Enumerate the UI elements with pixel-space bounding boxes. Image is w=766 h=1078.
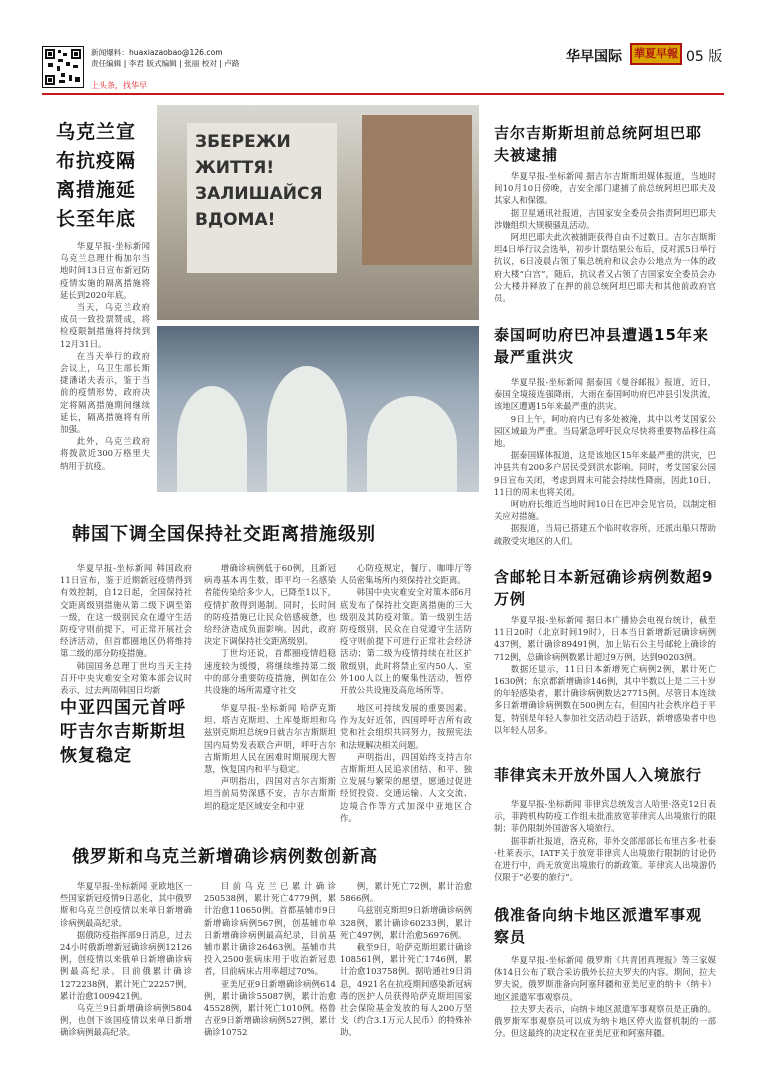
photo-building: [362, 115, 472, 265]
paragraph: 声明指出，四国始终支持吉尔吉斯斯坦人民追求团结、和平、独立发展与繁荣的愿望，愿通过促进经贸投资、交通运输、人文交流、边境合作等方式加深中亚地区合作。: [340, 751, 472, 823]
photo-sign: ЗБЕРЕЖИ ЖИТТЯ! ЗАЛИШАЙСЯ ВДОМА!: [187, 123, 337, 273]
header-email: 新闻爆料：huaxiazaobao@126.com: [91, 48, 223, 57]
paragraph: 据报道，当局已搭建五个临时收容所，还派出船只帮助疏散受灾地区的人们。: [494, 523, 716, 546]
paragraph: 据俄防疫指挥部9日消息，过去24小时俄新增新冠确诊病例12126例，创疫情以来俄单日新增确诊病例最高纪录。目前俄累计确诊1272238例，累计死亡22257例，累计治愈1009421例。: [60, 929, 192, 1001]
paragraph: 数据还显示，11日日本新增死亡病例2例，累计死亡1630例；东京都新增确诊146例，其中半数以上是二三十岁的年轻感染者，累计确诊病例数达27715例。尽管日本连续多日新增确诊病例数在500例左右，但国内社会秩序趋于平复，特别是年轻人参加社交活动趋于活跃，新增感染者中也以年轻人居多。: [494, 663, 716, 735]
article-korea-col3: [340, 562, 472, 696]
article-atambayev-body: [494, 170, 716, 304]
paragraph: 乌兹别克斯坦9日新增确诊病例328例，累计确诊60233例，累计死亡497例，累计治愈56976例。: [340, 905, 472, 940]
paragraph: 华夏早报-坐标新闻 俄罗斯《共青团真理报》等三家媒体14日公布了联合采访俄外长拉夫罗夫的内容。期间，拉夫罗夫说，俄罗斯准备向阿塞拜疆和亚美尼亚的纳卡（纳卡）地区派遣军事观察员。: [494, 955, 716, 1002]
paragraph: 华夏早报-坐标新闻 菲律宾总统发言人哈里·洛克12日表示，菲跨机构防疫工作组未批准放宽菲律宾人出境旅行的限制；菲仍限制外国游客入境旅行。: [494, 799, 716, 834]
article-korea-col1: [60, 562, 192, 696]
headline-thailand-flood: 泰国呵叻府巴冲县遭遇15年来最严重洪灾: [494, 326, 709, 366]
article-korea-col2: [204, 562, 336, 696]
paragraph: 亚美尼亚9日新增确诊病例614例，累计确诊55087例，累计治愈45528例，累计死亡1010例。格鲁吉亚9日新增确诊病例527例，累计确诊10752: [204, 978, 336, 1038]
article-russia-col3: [340, 880, 472, 1039]
article-japan-body: [494, 614, 716, 736]
photo-worker: [177, 386, 247, 492]
paragraph: 华夏早报-坐标新闻 哈萨克斯坦、塔吉克斯坦、土库曼斯坦和乌兹别克斯坦总统9日就吉尔吉斯斯坦国内局势发表联合声明，呼吁吉尔吉斯斯坦人民在困难时期展现大智慧，恢复国内和平与稳定。: [204, 703, 336, 775]
article-philippines-body: [494, 798, 716, 883]
article-ukraine-body: [60, 240, 150, 472]
paragraph: 9日上午，呵叻府内已有多处被淹，其中以考艾国家公园区域最为严重。当局紧急呼吁民众尽快将重要物品移往高地。: [494, 413, 716, 449]
article-observers-body: [494, 954, 716, 1039]
header-slogan: 上头条，找华早: [91, 81, 147, 90]
headline-atambayev: 吉尔吉斯斯坦前总统阿坦巴耶夫被逮捕: [494, 124, 703, 164]
paragraph: 华夏早报-坐标新闻 亚欧地区一些国家新冠疫情9日恶化，其中俄罗斯和乌克兰创疫情以来单日新增确诊病例最高纪录。: [60, 881, 192, 928]
headline-philippines: 菲律宾未开放外国人入境旅行: [494, 766, 703, 784]
paragraph: 心防疫规定，餐厅、咖啡厅等人员密集场所内须保持社交距离。: [340, 563, 472, 586]
paragraph: 韩国国务总理丁世均当天主持召开中央灾难安全对策本部会议时表示，过去两周韩国日均新: [60, 660, 192, 696]
article-central-asia-col1: [204, 702, 336, 812]
paragraph: 华夏早报-坐标新闻 据泰国《曼谷邮报》报道，近日，泰国全境接连强降雨，大雨在泰国呵叻府巴冲县引发洪流，该地区遭遇15年来最严重的洪灾。: [494, 377, 716, 412]
paragraph: 据菲新社报道，洛克称，菲外交部部部长布里吉多·杜泰·杜莱表示，IATF关于放宽菲律宾人出境旅行限制的讨论仍在进行中，尚无放宽出境旅行的新政策。菲律宾人出境游仍仅限于“必要的旅行”。: [494, 835, 716, 883]
paragraph: 目前乌克兰已累计确诊250538例，累计死亡4779例，累计治愈110650例。首都基辅市9日新增确诊病例567例，创基辅市单日新增确诊病例最高纪录，目前基辅市累计确诊26463例。基辅市共投入2500张病床用于收治新冠患者，目前病床占用率超过70%。: [204, 881, 336, 977]
paragraph: 据卫星通讯社报道，吉国家安全委员会指责阿坦巴耶夫涉嫌组织大规模骚乱活动。: [494, 207, 716, 230]
header-info: [91, 48, 239, 69]
paragraph: 在当天举行的政府会议上，乌卫生部长斯捷潘诺夫表示，鉴于当前的疫情形势，政府决定将隔离措施期间继续延长，隔离措施将有所加强。: [60, 350, 150, 435]
headline-central-asia: 中亚四国元首呼吁吉尔吉斯斯坦恢复稳定: [60, 698, 186, 766]
paragraph: 丁世均还说，首都圈疫情趋稳速度较为缓慢，将继续维持第二级中的部分重要防疫措施，例如在公共设施的场所需遵守社交: [204, 648, 336, 696]
article-thailand-body: [494, 376, 716, 547]
paragraph: 阿坦巴耶夫此次被捕距获得自由不过数日。吉尔吉斯斯坦4日举行议会选举，初步计票结果公布后，反对派5日举行抗议，6日凌晨占领了集总统府和议会办公地点为一体的政府大楼“白宫”，随后，抗议者又占领了吉国家安全委员会办公大楼并释放了在押的前总统阿坦巴耶夫和其他前政府官员。: [494, 232, 716, 304]
section-name: 华早国际: [566, 49, 622, 65]
paragraph: 声明指出，四国对吉尔吉斯斯坦当前局势深感不安，吉尔吉斯斯坦的稳定是区域安全和中亚: [204, 776, 336, 811]
photo-worker: [367, 396, 457, 492]
headline-korea-distancing: 韩国下调全国保持社交距离措施级别: [72, 524, 376, 545]
paragraph: 截至9日，哈萨克斯坦累计确诊108561例，累计死亡1746例，累计治愈103758例。据哈通社9日消息，4921名在抗疫期间感染新冠病毒的医护人员获得哈萨克斯坦国家社会保险基金发放的每人200万坚戈（约合3.1万元人民币）的特殊补助。: [340, 942, 472, 1038]
page-number: 05 版: [686, 49, 723, 65]
photo-mask-workshop: [157, 326, 479, 492]
paragraph: 呵叻府长维近当地时间10日在巴冲会见官员，以制定相关应对措施。: [494, 499, 716, 522]
paragraph: 华夏早报-坐标新闻 乌克兰总理什梅加尔当地时间13日宣布新冠防疫情实施的隔离措施将延长到2020年底。: [60, 241, 150, 300]
headline-ukraine-quarantine: 乌克兰宣布抗疫隔离措施延长至年底: [56, 121, 137, 230]
paragraph: 华夏早报-坐标新闻 韩国政府11日宣布，鉴于近期新冠疫情得到有效控制，自12日起，全国保持社交距离级别措施从第二级下调至第一级，在这一级别民众在遵守生活防疫守则前提下，可正常开展社会经济活动，但首都圈地区仍将维持第二级的部分防疫措施。: [60, 563, 192, 659]
headline-russia-observers: 俄准备向纳卡地区派遣军事观察员: [494, 906, 703, 946]
paragraph: 华夏早报-坐标新闻 据吉尔吉斯斯坦媒体报道，当地时间10月10日傍晚，吉安全部门逮捕了前总统阿坦巴耶夫及其家人和保镖。: [494, 171, 716, 206]
article-central-asia-col2: [340, 702, 472, 824]
photo-kyiv-street: [157, 105, 479, 320]
paragraph: 乌克兰9日新增确诊病例5804例，也创下该国疫情以来单日新增确诊病例最高纪录。: [60, 1003, 192, 1038]
paragraph: 此外，乌克兰政府将拨款近300万格里夫纳用于抗疫。: [60, 436, 150, 471]
headline-russia-ukraine-cases: 俄罗斯和乌克兰新增确诊病例数创新高: [72, 847, 378, 867]
header-editors: 责任编辑 | 李君 版式编辑 | 张丽 校对 | 卢路: [91, 58, 240, 68]
paragraph: 华夏早报-坐标新闻 据日本广播协会电视台统计，截至11日20时（北京时间19时），日本当日新增新冠确诊病例437例，累计确诊89491例，加上钻石公主号邮轮上确诊的712例，总确诊病例数累计超过9万例，达到90203例。: [494, 615, 716, 662]
photo-worker: [267, 366, 347, 492]
header-rule: [42, 93, 724, 95]
paragraph: 当天，乌克兰政府成员一致投票赞成，将检疫限制措施将持续到12月31日。: [60, 302, 150, 349]
paragraph: 韩国中央灾难安全对策本部6月底发布了保持社交距离措施的三大级别及其防疫对策。第一级别生活防疫级别，民众在自觉遵守生活防疫守则前提下可进行正常社会经济活动；第二级为疫情持续在社区扩散级别，此时将禁止室内50人、室外100人以上的聚集性活动，暂停开放公共设施及高危场所等。: [340, 587, 472, 696]
article-russia-col1: [60, 880, 192, 1039]
paragraph: 例，累计死亡72例，累计治愈5866例。: [340, 881, 472, 904]
newspaper-logo: 華夏早報: [630, 43, 682, 65]
paragraph: 据泰国媒体报道，这是该地区15年来最严重的洪灾，巴冲县共有200多户居民受到洪水影响。同时，考艾国家公园9日宣布关闭，考虑到周末可能会持续性降雨，因此10日、11日的周末也将关闭。: [494, 450, 716, 497]
headline-japan-cases: 含邮轮日本新冠确诊病例数超9万例: [494, 568, 714, 608]
qr-code: [42, 46, 84, 88]
paragraph: 增确诊病例低于60例，且新冠病毒基本再生数，即平均一名感染者能传染给多少人，已降至1以下，疫情扩散得到遏制。同时，长时间的防疫措施已让民众倍感疲惫，也给经济造成负面影响。因此，政府决定下调保持社交距离级别。: [204, 563, 336, 647]
paragraph: 地区可持续发展的重要因素。作为友好近邻，四国呼吁吉所有政党和社会组织共同努力，按照宪法和法规解决相关问题。: [340, 703, 472, 750]
paragraph: 拉夫罗夫表示，向纳卡地区派遣军事观察员是正确的。俄罗斯军事观察员可以成为纳卡地区停火监督机制的一部分。但这最终的决定权在亚美尼亚和阿塞拜疆。: [494, 1003, 716, 1039]
article-russia-col2: [204, 880, 336, 1039]
